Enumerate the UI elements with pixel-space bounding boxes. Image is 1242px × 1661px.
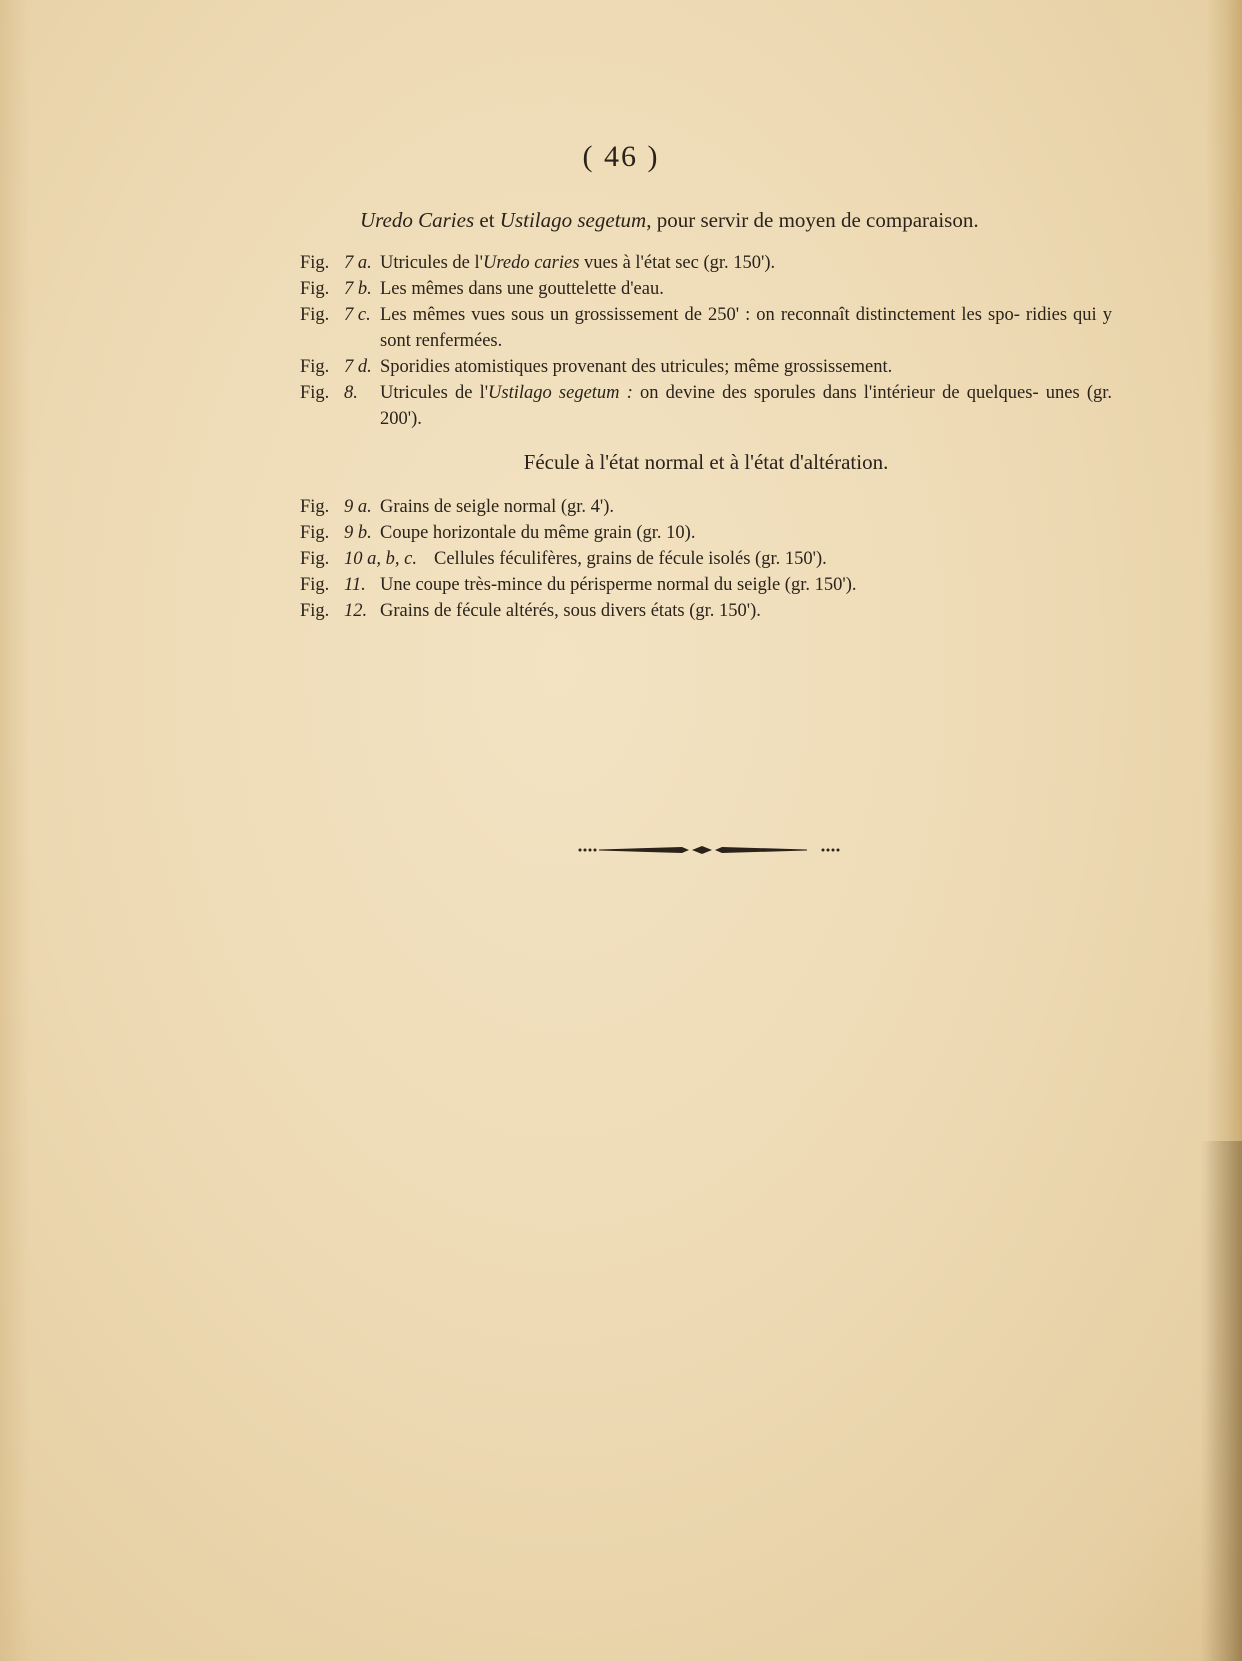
fig-label: Fig. <box>300 523 330 543</box>
fig-number: 7 c. <box>344 305 371 325</box>
fig-label: Fig. <box>300 549 330 569</box>
fig-caption: Coupe horizontale du même grain (gr. 10). <box>380 523 696 543</box>
heading-italic-ustilago: Ustilago segetum <box>499 208 647 232</box>
caption-text: Les mêmes dans une gouttelette d'eau. <box>380 279 664 299</box>
fig-caption: Grains de seigle normal (gr. 4'). <box>380 497 615 517</box>
fig-number: 7 b. <box>344 279 372 299</box>
fig-caption <box>380 250 1112 276</box>
figure-entry <box>300 546 1112 572</box>
figure-entry <box>300 598 1112 624</box>
fig-number: 7 a. <box>344 253 372 273</box>
fig-label: Fig. <box>300 253 330 273</box>
caption-italic: Uredo caries <box>483 253 580 273</box>
caption-text: vues à l'état sec (gr. 150'). <box>579 253 776 273</box>
figure-entry <box>300 250 1112 276</box>
fig-number: 9 a. <box>344 497 372 517</box>
fig-caption <box>380 302 1112 354</box>
fig-label: Fig. <box>300 601 330 621</box>
figure-entry <box>300 354 1112 380</box>
heading-italic-uredo: Uredo Caries <box>360 208 475 232</box>
heading-rest: , pour servir de moyen de comparaison. <box>646 208 979 232</box>
fig-number: 7 d. <box>344 357 372 377</box>
fig-caption <box>380 380 1112 432</box>
heading-conjunction: et <box>474 208 500 232</box>
figure-entry <box>300 520 1112 546</box>
figure-entry <box>300 494 1112 520</box>
caption-italic: Ustilago segetum : <box>488 383 633 403</box>
fig-caption <box>380 354 1112 380</box>
caption-text: Utricules de l' <box>380 383 489 403</box>
fig-label: Fig. <box>300 279 330 299</box>
figure-list-fecule <box>300 494 1112 624</box>
fig-label: Fig. <box>300 575 330 595</box>
fig-number: 10 a, b, c. <box>344 549 417 569</box>
ornament-divider-icon <box>577 843 847 857</box>
fig-label: Fig. <box>300 305 330 325</box>
caption-text: Les mêmes vues sous un grossissement de 250' : on reconnaît distinctement les spo- ridies qui y sont renfermées. <box>380 305 1112 351</box>
page-edge-left <box>0 0 30 1661</box>
section-heading-comparison <box>360 208 1060 233</box>
fig-caption: Grains de fécule altérés, sous divers états (gr. 150'). <box>380 601 761 621</box>
caption-text: Sporidies atomistiques provenant des utricules; même grossissement. <box>380 357 893 377</box>
figure-entry <box>300 380 1112 432</box>
fig-number: 12. <box>344 601 368 621</box>
section-heading-fecule: Fécule à l'état normal et à l'état d'altération. <box>523 450 889 474</box>
fig-label: Fig. <box>300 497 330 517</box>
page-shadow-bottom-right <box>1182 1141 1242 1661</box>
fig-number: 9 b. <box>344 523 372 543</box>
fig-caption: Une coupe très-mince du périsperme normal du seigle (gr. 150'). <box>380 575 857 595</box>
figure-entry <box>300 572 1112 598</box>
page-number: ( 46 ) <box>582 140 660 173</box>
figure-entry <box>300 302 1112 354</box>
figure-list-comparison <box>300 250 1112 432</box>
fig-label: Fig. <box>300 357 330 377</box>
figure-entry <box>300 276 1112 302</box>
fig-caption: Cellules féculifères, grains de fécule isolés (gr. 150'). <box>434 549 827 569</box>
caption-text: Utricules de l' <box>380 253 483 273</box>
fig-caption <box>380 276 1112 302</box>
fig-label: Fig. <box>300 383 330 403</box>
caption-text: on devine des sporules dans l'intérieur de quelques- unes (gr. 200'). <box>380 383 1112 429</box>
fig-number: 11. <box>344 575 366 595</box>
fig-number: 8. <box>344 383 358 403</box>
